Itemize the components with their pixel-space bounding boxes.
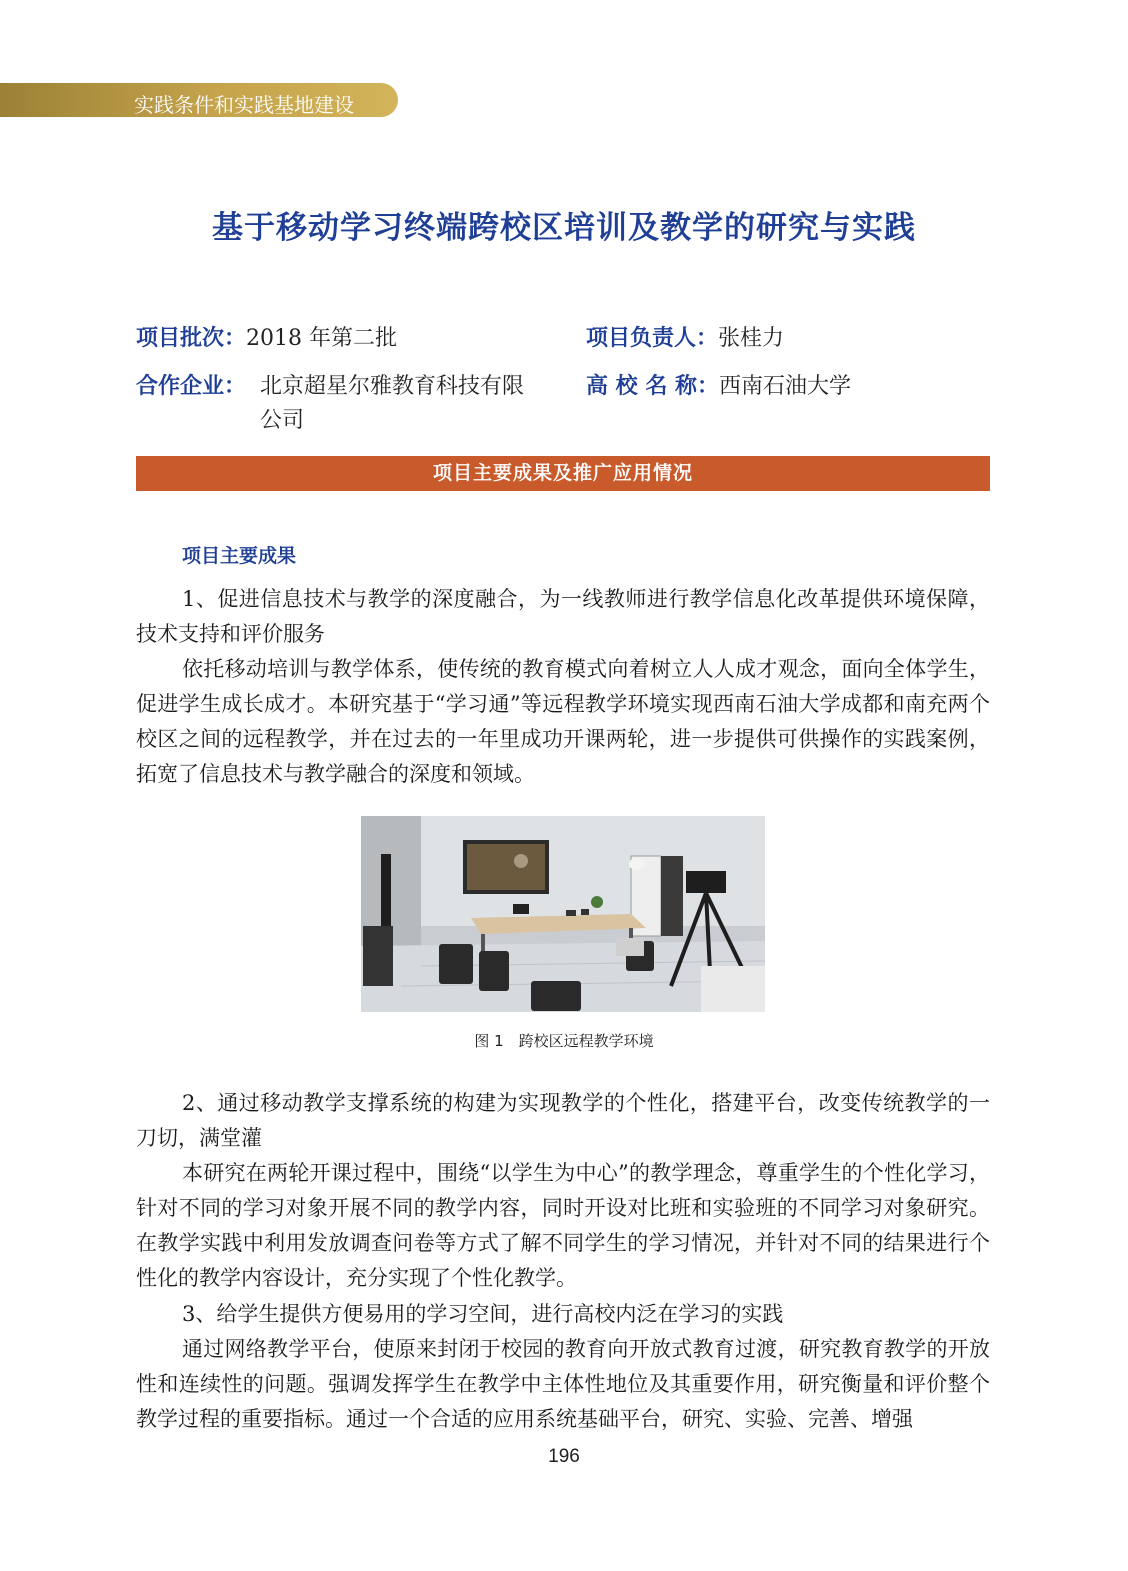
subheading: 项目主要成果 — [182, 545, 297, 567]
paragraph-6: 通过网络教学平台，使原来封闭于校园的教育向开放式教育过渡，研究教育教学的开放性和连续性的问题。强调发挥学生在教学中主体性地位及其重要作用，研究衡量和评价整个教学过程的重要指标。通过一个合适的应用系统基础平台，研究、实验、完善、增强 — [136, 1337, 990, 1431]
page-title: 基于移动学习终端跨校区培训及教学的研究与实践 — [212, 210, 916, 246]
leader-value: 张桂力 — [718, 326, 785, 351]
company-label: 合作企业： — [136, 374, 247, 399]
university-value: 西南石油大学 — [718, 374, 851, 399]
section-tab-label: 实践条件和实践基地建设 — [134, 93, 354, 117]
section-tab — [0, 83, 398, 117]
paragraph-4: 本研究在两轮开课过程中，围绕“以学生为中心”的教学理念，尊重学生的个性化学习，针对不同的学习对象开展不同的教学内容，同时开设对比班和实验班的不同学习对象研究。在教学实践中利用发放调查问卷等方式了解不同学生的学习情况，并针对不同的结果进行个性化的教学内容设计，充分实现了个性化教学。 — [136, 1161, 990, 1290]
classroom-photo-illustration — [361, 816, 765, 1012]
results-banner: 项目主要成果及推广应用情况 — [136, 456, 990, 491]
batch-label: 项目批次： — [136, 326, 247, 351]
classroom-photo — [361, 816, 765, 1012]
paragraph-2: 依托移动培训与教学体系，使传统的教育模式向着树立人人成才观念，面向全体学生，促进学生成长成才。本研究基于“学习通”等远程教学环境实现西南石油大学成都和南充两个校区之间的远程教学，并在过去的一年里成功开课两轮，进一步提供可供操作的实践案例，拓宽了信息技术与教学融合的深度和领域。 — [136, 657, 990, 786]
company-value-line1: 北京超星尔雅教育科技有限 — [260, 374, 525, 399]
paragraph-3: 2、通过移动教学支撑系统的构建为实现教学的个性化，搭建平台，改变传统教学的一刀切，满堂灌 — [136, 1091, 990, 1150]
meta-batch — [136, 322, 397, 356]
figure-caption: 图 1 跨校区远程教学环境 — [474, 1032, 654, 1050]
meta-company-label-wrap — [136, 370, 246, 404]
page-number: 196 — [548, 1446, 580, 1467]
leader-label: 项目负责人： — [586, 326, 719, 351]
company-value-line2: 公司 — [260, 408, 305, 433]
meta-company-value — [260, 370, 570, 438]
meta-university — [586, 370, 851, 404]
paragraph-1: 1、促进信息技术与教学的深度融合，为一线教师进行教学信息化改革提供环境保障，技术支持和评价服务 — [136, 587, 990, 646]
meta-leader — [586, 322, 784, 356]
batch-value: 2018 年第二批 — [246, 326, 397, 351]
paragraph-5: 3、给学生提供方便易用的学习空间，进行高校内泛在学习的实践 — [182, 1302, 784, 1326]
university-label: 高 校 名 称： — [586, 374, 719, 399]
